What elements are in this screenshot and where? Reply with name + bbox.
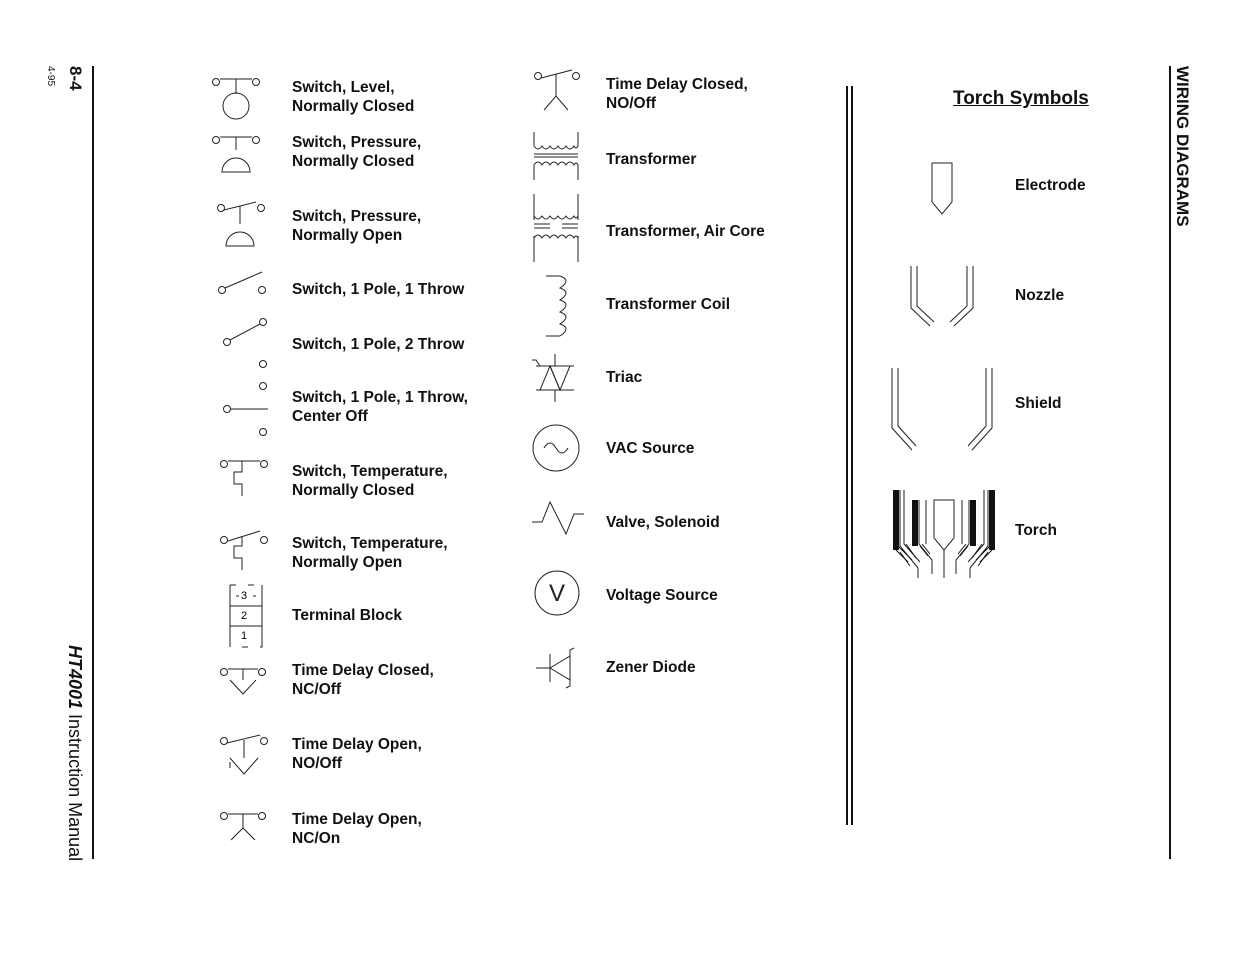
- right-margin-rule: [1169, 66, 1171, 859]
- time-delay-closed-no-off-icon: [528, 66, 588, 114]
- label-time-delay-closed-nc-off: Time Delay Closed, NC/Off: [292, 662, 434, 698]
- switch-level-nc-icon: [208, 72, 268, 124]
- manual-title: [64, 645, 85, 861]
- label-shield: Shield: [1015, 395, 1062, 412]
- divider-line-right: [851, 86, 853, 825]
- switch-1p1t-center-off-icon: [216, 378, 276, 440]
- page-date: 4-95: [45, 66, 56, 87]
- triac-icon: [532, 352, 578, 404]
- label-triac: Triac: [606, 369, 643, 386]
- manual-title-text: Instruction Manual: [65, 709, 85, 862]
- zener-diode-icon: [534, 646, 584, 692]
- valve-solenoid-icon: [530, 498, 586, 538]
- label-valve-solenoid: Valve, Solenoid: [606, 514, 720, 531]
- label-transformer: Transformer: [606, 151, 697, 168]
- section-title: WIRING DIAGRAMS: [1173, 66, 1192, 227]
- shield-icon: [888, 366, 996, 454]
- terminal-block-icon: [226, 582, 266, 652]
- manual-model: HT4001: [65, 645, 85, 710]
- time-delay-closed-nc-off-icon: [214, 664, 274, 700]
- label-transformer-coil: Transformer Coil: [606, 296, 731, 313]
- label-electrode: Electrode: [1015, 177, 1086, 194]
- page-number: 8-4: [66, 66, 85, 91]
- label-time-delay-closed-no-off: Time Delay Closed, NO/Off: [606, 76, 748, 112]
- torch-symbols-heading: Torch Symbols: [953, 88, 1089, 109]
- label-switch-1p2t: Switch, 1 Pole, 2 Throw: [292, 336, 465, 353]
- label-switch-temperature-nc: Switch, Temperature, Normally Closed: [292, 463, 448, 499]
- switch-temperature-no-icon: [212, 528, 272, 574]
- label-switch-temperature-no: Switch, Temperature, Normally Open: [292, 535, 448, 571]
- left-margin-rule: [92, 66, 94, 859]
- label-vac-source: VAC Source: [606, 440, 695, 457]
- switch-temperature-nc-icon: [212, 456, 272, 502]
- label-switch-level-nc: Switch, Level, Normally Closed: [292, 79, 415, 115]
- transformer-air-core-icon: [530, 192, 582, 264]
- nozzle-icon: [906, 264, 978, 332]
- label-switch-pressure-no: Switch, Pressure, Normally Open: [292, 208, 422, 244]
- terminal-number-3: 3: [241, 590, 248, 602]
- label-voltage-source: Voltage Source: [606, 587, 718, 604]
- time-delay-open-nc-on-icon: [214, 810, 274, 846]
- label-torch: Torch: [1015, 522, 1057, 539]
- label-switch-pressure-nc: Switch, Pressure, Normally Closed: [292, 134, 422, 170]
- label-transformer-air-core: Transformer, Air Core: [606, 223, 765, 240]
- electrode-icon: [926, 160, 958, 218]
- switch-1p2t-icon: [216, 314, 276, 372]
- divider-line-left: [846, 86, 848, 825]
- torch-icon: [890, 488, 998, 580]
- transformer-coil-icon: [542, 272, 582, 340]
- transformer-icon: [530, 130, 582, 182]
- switch-pressure-no-icon: [208, 198, 268, 250]
- label-time-delay-open-nc-on: Time Delay Open, NC/On: [292, 811, 422, 847]
- switch-1p1t-icon: [212, 270, 272, 298]
- vac-source-icon: [530, 422, 582, 474]
- voltage-glyph: V: [548, 580, 566, 607]
- label-switch-1p1t: Switch, 1 Pole, 1 Throw: [292, 281, 465, 298]
- switch-pressure-nc-icon: [208, 132, 268, 176]
- label-zener-diode: Zener Diode: [606, 659, 696, 676]
- label-switch-1p1t-center-off: Switch, 1 Pole, 1 Throw, Center Off: [292, 389, 468, 425]
- time-delay-open-no-off-icon: [214, 732, 274, 778]
- terminal-number-1: 1: [241, 630, 248, 642]
- label-terminal-block: Terminal Block: [292, 607, 402, 624]
- label-nozzle: Nozzle: [1015, 287, 1065, 304]
- label-time-delay-open-no-off: Time Delay Open, NO/Off: [292, 736, 422, 772]
- terminal-number-2: 2: [241, 610, 248, 622]
- voltage-source-icon: [532, 568, 582, 618]
